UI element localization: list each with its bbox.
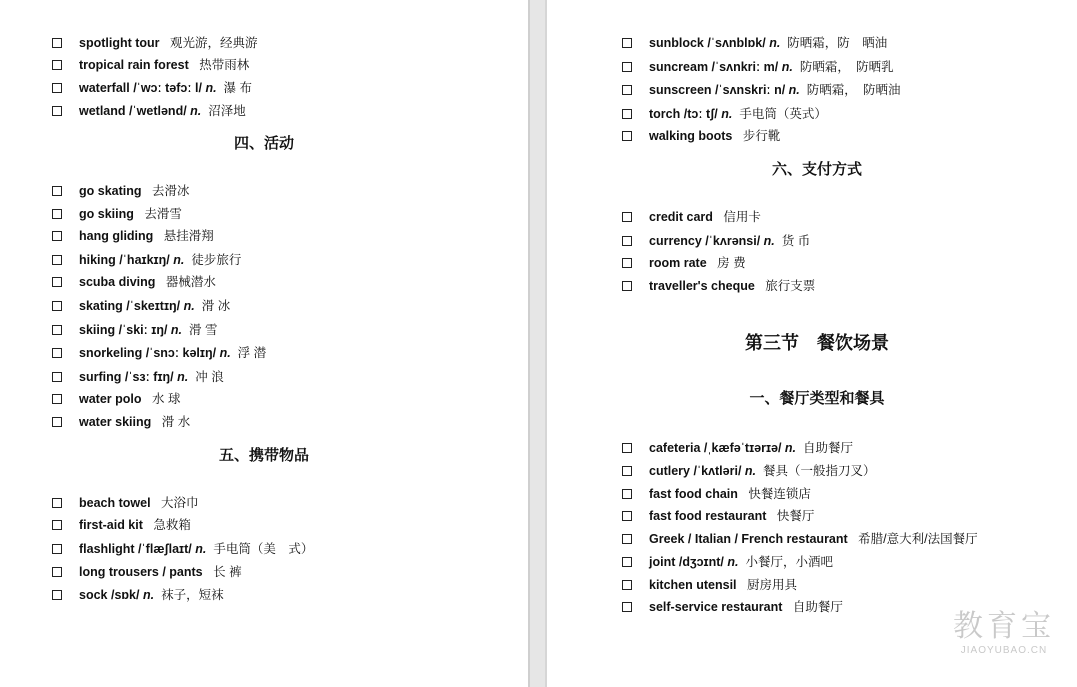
checkbox-icon[interactable] xyxy=(622,602,632,612)
checkbox-icon[interactable] xyxy=(622,258,632,268)
checkbox-icon[interactable] xyxy=(622,109,632,119)
checkbox-icon[interactable] xyxy=(622,557,632,567)
checkbox-icon[interactable] xyxy=(52,567,62,577)
checkbox-icon[interactable] xyxy=(52,325,62,335)
heading-restaurant-types: 一、餐厅类型和餐具 xyxy=(749,390,885,407)
checkbox-icon[interactable] xyxy=(52,498,62,508)
checkbox-icon[interactable] xyxy=(622,131,632,141)
checkbox-icon[interactable] xyxy=(52,38,62,48)
checkbox-icon[interactable] xyxy=(52,520,62,530)
checkbox-icon[interactable] xyxy=(622,466,632,476)
checkbox-icon[interactable] xyxy=(52,372,62,382)
checkbox-icon[interactable] xyxy=(622,281,632,291)
checkbox-icon[interactable] xyxy=(622,534,632,544)
heading-belongings: 五、携带物品 xyxy=(218,447,309,464)
checkbox-icon[interactable] xyxy=(52,83,62,93)
checkbox-icon[interactable] xyxy=(52,255,62,265)
checkbox-icon[interactable] xyxy=(52,544,62,554)
watermark-text: 教育宝 xyxy=(953,610,1055,643)
checkbox-icon[interactable] xyxy=(622,443,632,453)
checkbox-icon[interactable] xyxy=(52,60,62,70)
checkbox-icon[interactable] xyxy=(622,236,632,246)
checkbox-icon[interactable] xyxy=(622,38,632,48)
checkbox-icon[interactable] xyxy=(52,186,62,196)
checkbox-icon[interactable] xyxy=(52,277,62,287)
heading-activities: 四、活动 xyxy=(233,135,294,152)
checkbox-icon[interactable] xyxy=(52,209,62,219)
right-page: sunblock /ˈsʌnblɒk/ n. 防晒霜，防 晒油 suncream /ˈsʌnkriː m/ n. 防晒霜， 防晒乳 sunscreen /ˈsʌnskriː n/ n. 防晒霜， 防晒油 torch /tɔː tʃ/ n. 手电筒（英式） walking boots 步行靴 六、支付方式 credit card 信用卡 currency /ˈkʌrənsi/ n. 货 币 room rate 房 费 traveller's cheque 旅行支票 第三节 餐饮场景 一、餐厅类型和餐具 cafeteria /ˌkæfəˈtɪərɪə/ n. 自助餐厅 cutlery /ˈkʌtləri/ n. 餐具（一般指刀叉） fast food chain 快餐连锁店 fast food restaurant 快餐厅 Greek / Italian / French restaurant 希腊/意大利/法国餐厅 joint /dʒɔɪnt/ n. 小餐厅，小酒吧 kitchen utensil 厨房用具 self-service restaurant 自助餐厅 xyxy=(547,0,1077,687)
checkbox-icon[interactable] xyxy=(52,348,62,358)
checkbox-icon[interactable] xyxy=(622,580,632,590)
checkbox-icon[interactable] xyxy=(52,590,62,600)
section-title: 第三节 餐饮场景 xyxy=(745,333,889,353)
checkbox-icon[interactable] xyxy=(52,394,62,404)
checkbox-icon[interactable] xyxy=(52,106,62,116)
checkbox-icon[interactable] xyxy=(52,231,62,241)
checkbox-icon[interactable] xyxy=(622,85,632,95)
checkbox-icon[interactable] xyxy=(622,62,632,72)
page-gutter xyxy=(528,0,547,687)
checkbox-icon[interactable] xyxy=(52,417,62,427)
checkbox-icon[interactable] xyxy=(622,212,632,222)
watermark-url: JIAOYUBAO.CN xyxy=(960,645,1048,656)
heading-payment: 六、支付方式 xyxy=(771,161,862,178)
checkbox-icon[interactable] xyxy=(622,511,632,521)
left-page: spotlight tour 观光游，经典游 tropical rain forest 热带雨林 waterfall /ˈwɔː təfɔː l/ n. 瀑 布 wetland /ˈwetlənd/ n. 沼泽地 四、活动 go skating 去滑冰 go skiing 去滑雪 hang gliding 悬挂滑翔 hiking /ˈhaɪkɪŋ/ n. 徒步旅行 scuba diving 器械潜水 skating /ˈskeɪtɪŋ/ n. 滑 冰 skiing /ˈskiː ɪŋ/ n. 滑 雪 snorkeling /ˈsnɔː kəlɪŋ/ n. 浮 潜 surfing /ˈsɜː fɪŋ/ n. 冲 浪 water polo 水 球 water skiing 滑 水 五、携带物品 beach towel 大浴巾 first-aid kit 急救箱 flashlight /ˈflæʃlaɪt/ n. 手电筒（美 式） long trousers / pants 长 裤 sock /sɒk/ n. 袜子，短袜 xyxy=(0,0,528,687)
checkbox-icon[interactable] xyxy=(622,489,632,499)
checkbox-icon[interactable] xyxy=(52,301,62,311)
